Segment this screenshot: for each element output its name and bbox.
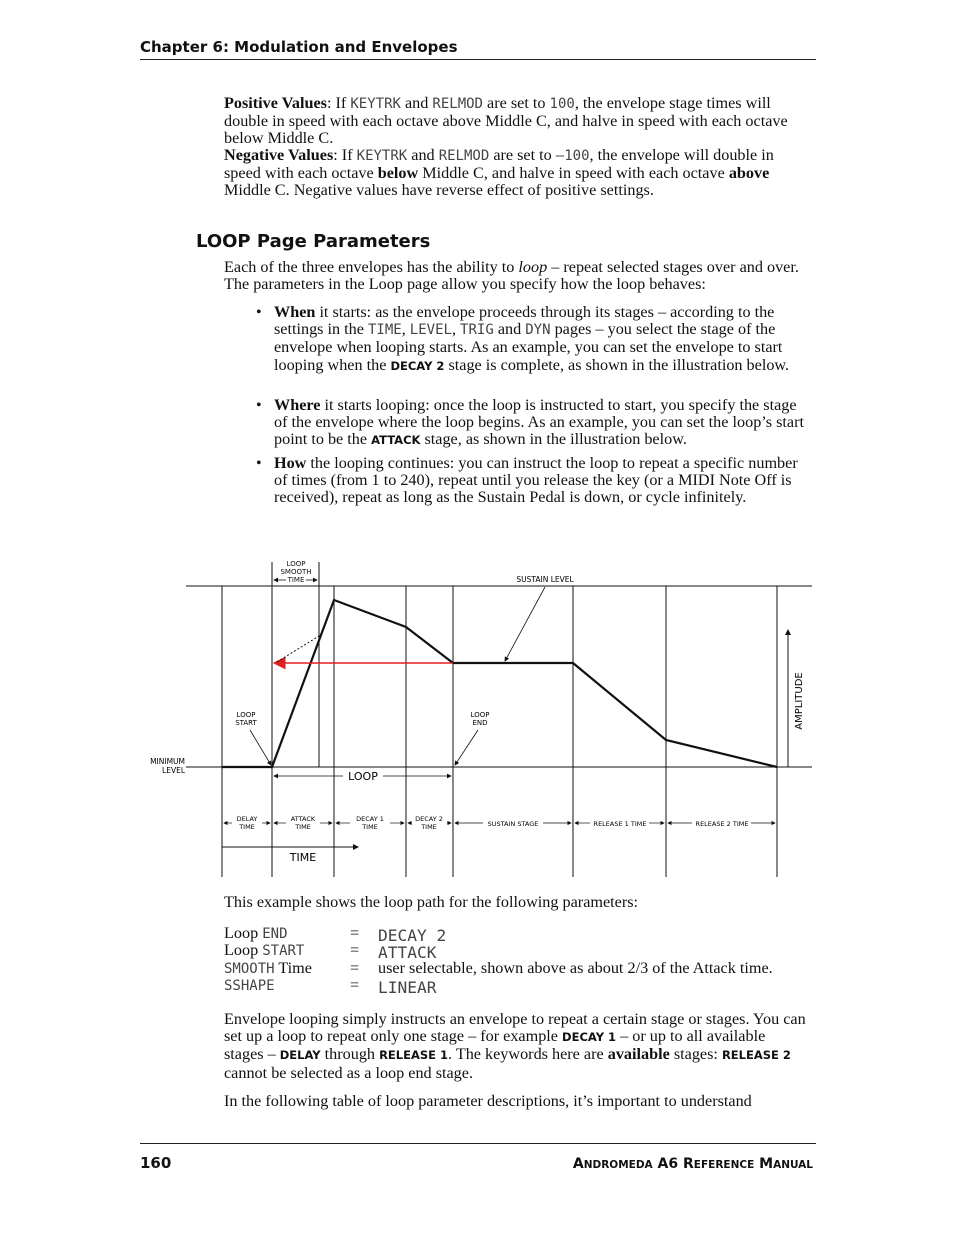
following-paragraph: In the following table of loop parameter descriptions, it’s important to understand [224, 1092, 752, 1110]
param-name: Loop START [224, 941, 305, 959]
release1-time-label: RELEASE 1 TIME [593, 820, 647, 828]
time-axis-label: TIME [289, 851, 317, 864]
sustain-stage-label: SUSTAIN STAGE [487, 820, 539, 828]
loop-start-label [235, 711, 257, 727]
loop-end-line-2: END [472, 719, 488, 727]
bullet-dot: • [256, 397, 262, 414]
param-value: DECAY 2 [378, 926, 447, 945]
loop-smooth-time-line-2: SMOOTH [280, 568, 312, 576]
loop-smooth-time-line-1: LOOP [286, 560, 306, 568]
param-value: LINEAR [378, 978, 437, 997]
attack-time-line-2: TIME [295, 823, 311, 831]
loop-span-label: LOOP [348, 770, 378, 783]
bullet-dot: • [256, 304, 262, 321]
example-intro: This example shows the loop path for the following parameters: [224, 893, 639, 911]
param-value: user selectable, shown above as about 2/3 of the Attack time. [378, 959, 773, 977]
bullet-when: When it starts: as the envelope proceeds through its stages – according to the settings in the TIME, LEVEL, TRIG and DYN pages – you select the stage of the envelope when looping starts. As an example, you can set the envelope to start looping when the DECAY 2 stage is complete, as shown in the illustration below. [274, 303, 790, 374]
page-number: 160 [140, 1154, 172, 1172]
chapter-header: Chapter 6: Modulation and Envelopes [140, 38, 458, 56]
positive-values-paragraph: Positive Values: If KEYTRK and RELMOD are set to 100, the envelope stage times will double in speed with each octave above Middle C, and halve in speed with each octave below Middle C. [224, 94, 788, 148]
bullet-how: How the looping continues: you can instruct the loop to repeat a specific number of times (from 1 to 240), repeat until you release the key (or a MIDI Note Off is received), repeat as long as the Sustain Pedal is down, or cycle infinitely. [274, 454, 798, 507]
looping-paragraph: Envelope looping simply instructs an envelope to repeat a certain stage or stages. You can set up a loop to repeat only one stage – for example DECAY 1 – or up to all available stages – DELAY through RELEASE 1. The keywords here are available stages: RELEASE 2 cannot be selected as a loop end stage. [224, 1010, 806, 1082]
intro-paragraph: Each of the three envelopes has the ability to loop – repeat selected stages over and over. The parameters in the Loop page allow you specify how the loop behaves: [224, 258, 799, 294]
loop-start-line-1: LOOP [236, 711, 256, 719]
decay1-time-line-2: TIME [362, 823, 378, 831]
loop-start-line-2: START [235, 719, 257, 727]
param-eq: = [350, 959, 360, 977]
delay-time-line-2: TIME [239, 823, 255, 831]
minimum-level-label [150, 757, 186, 775]
sustain-level-label: SUSTAIN LEVEL [516, 575, 574, 584]
manual-title: ANDROMEDA A6 REFERENCE MANUAL [572, 1156, 813, 1172]
attack-time-line-1: ATTACK [290, 815, 316, 823]
param-eq: = [350, 941, 360, 959]
minimum-level-line-1: MINIMUM [150, 757, 185, 766]
bullet-where: Where it starts looping: once the loop is instructed to start, you specify the stage of the envelope where the loop begins. As an example, you can set the loop’s start point to be the ATTACK stage, as shown in the illustration below. [274, 396, 804, 449]
param-name: Loop END [224, 924, 288, 942]
footer-rule [140, 1143, 816, 1144]
loop-end-line-1: LOOP [470, 711, 490, 719]
envelope-curve [222, 600, 777, 767]
param-name: SSHAPE [224, 978, 275, 994]
param-eq: = [350, 976, 360, 994]
param-name: SMOOTH Time [224, 959, 312, 977]
amplitude-label: AMPLITUDE [794, 672, 805, 730]
decay2-time-line-1: DECAY 2 [415, 815, 443, 823]
decay2-time-line-2: TIME [421, 823, 437, 831]
release2-time-label: RELEASE 2 TIME [695, 820, 749, 828]
section-heading: LOOP Page Parameters [196, 231, 431, 252]
bullet-dot: • [256, 455, 262, 472]
param-eq: = [350, 924, 360, 942]
decay1-time-line-1: DECAY 1 [356, 815, 384, 823]
loop-end-label [471, 711, 490, 727]
minimum-level-line-2: LEVEL [162, 766, 185, 775]
loop-smooth-time-line-3: TIME [287, 576, 305, 584]
param-value: ATTACK [378, 943, 437, 962]
delay-time-line-1: DELAY [236, 815, 258, 823]
negative-values-paragraph: Negative Values: If KEYTRK and RELMOD are set to –100, the envelope will double in speed with each octave below Middle C, and halve in speed with each octave above Middle C. Negative values have reverse effect of positive settings. [224, 146, 774, 200]
